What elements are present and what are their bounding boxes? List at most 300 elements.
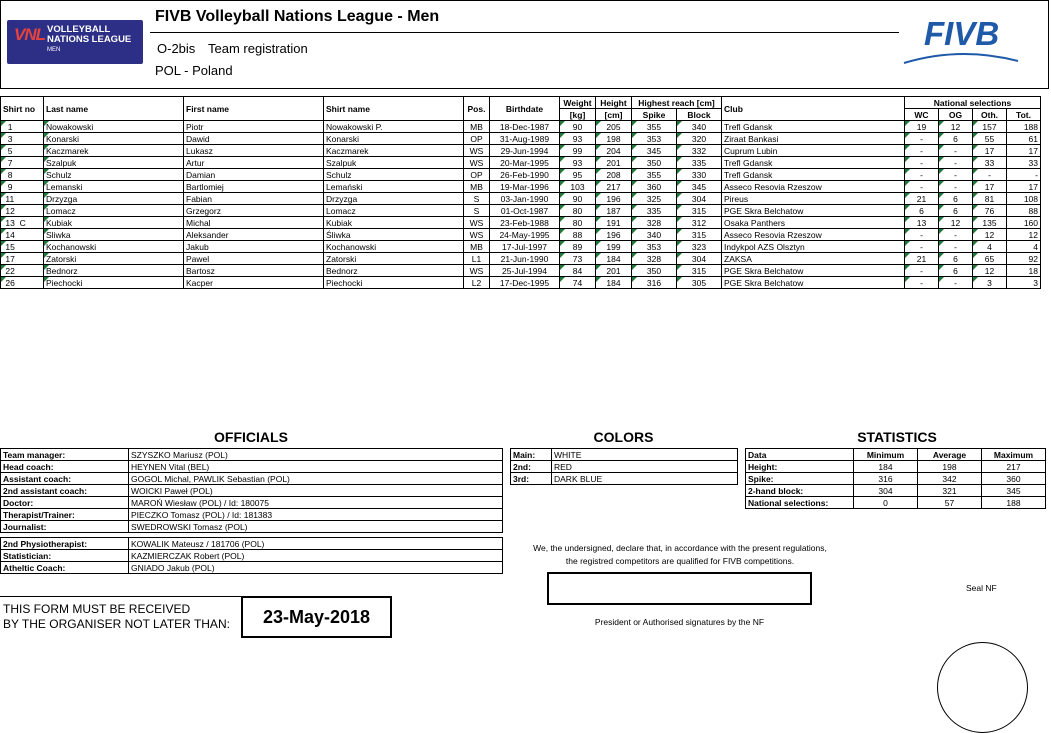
cell-weight: 73 [560, 253, 596, 265]
cell-block: 315 [677, 229, 722, 241]
cell-shirt-name: Konarski [324, 133, 464, 145]
cell-first-name: Jakub [184, 241, 324, 253]
stat-min: 304 [854, 485, 918, 497]
deadline-line-2: BY THE ORGANISER NOT LATER THAN: [3, 617, 230, 631]
shirt-no: 17 [5, 253, 15, 264]
cell-oth: 17 [973, 145, 1007, 157]
cell-birthdate: 29-Jun-1994 [490, 145, 560, 157]
header-height: Height [596, 97, 632, 109]
stat-avg: 57 [918, 497, 982, 509]
cell-club: PGE Skra Belchatow [722, 205, 905, 217]
cell-shirt-name: Kaczmarek [324, 145, 464, 157]
captain-mark: C [19, 217, 26, 228]
cell-tot: 88 [1007, 205, 1041, 217]
cell-shirt-no [1, 265, 44, 277]
cell-height: 201 [596, 265, 632, 277]
cell-og: 6 [939, 253, 973, 265]
cell-tot: 33 [1007, 157, 1041, 169]
cell-spike: 355 [632, 121, 677, 133]
cell-first-name: Dawid [184, 133, 324, 145]
cell-weight: 90 [560, 121, 596, 133]
color-value: RED [552, 461, 738, 473]
official-label: 2nd assistant coach: [1, 485, 129, 497]
cell-shirt-name: Bednorz [324, 265, 464, 277]
cell-block: 345 [677, 181, 722, 193]
shirt-no: 14 [5, 229, 15, 240]
official-label: Statistician: [1, 550, 129, 562]
cell-shirt-no [1, 193, 44, 205]
header-oth: Oth. [973, 109, 1007, 121]
cell-pos: L1 [464, 253, 490, 265]
cell-weight: 95 [560, 169, 596, 181]
cell-shirt-name: Lemański [324, 181, 464, 193]
cell-last-name: Drzyzga [44, 193, 184, 205]
cell-tot: 17 [1007, 181, 1041, 193]
cell-oth: 157 [973, 121, 1007, 133]
cell-height: 217 [596, 181, 632, 193]
cell-spike: 360 [632, 181, 677, 193]
cell-weight: 80 [560, 217, 596, 229]
table-row [1, 157, 1041, 169]
color-value: WHITE [552, 449, 738, 461]
official-label: Therapist/Trainer: [1, 509, 129, 521]
cell-height: 187 [596, 205, 632, 217]
official-row [1, 538, 503, 550]
official-label: Team manager: [1, 449, 129, 461]
official-value: SWEDROWSKI Tomasz (POL) [129, 521, 503, 533]
cell-club: PGE Skra Belchatow [722, 277, 905, 289]
cell-og: - [939, 157, 973, 169]
header-national: National selections [905, 97, 1041, 109]
shirt-no: 8 [7, 169, 13, 180]
cell-last-name: Nowakowski [44, 121, 184, 133]
cell-birthdate: 18-Dec-1987 [490, 121, 560, 133]
cell-block: 320 [677, 133, 722, 145]
stat-min: 0 [854, 497, 918, 509]
cell-first-name: Bartlomiej [184, 181, 324, 193]
table-row [1, 253, 1041, 265]
cell-oth: 65 [973, 253, 1007, 265]
cell-weight: 80 [560, 205, 596, 217]
cell-wc: 21 [905, 253, 939, 265]
cell-last-name: Lemanski [44, 181, 184, 193]
stat-avg: 342 [918, 473, 982, 485]
cell-club: Trefl Gdansk [722, 169, 905, 181]
cell-weight: 93 [560, 133, 596, 145]
cell-og: 12 [939, 217, 973, 229]
roster-table [0, 96, 1041, 289]
official-value: KAZMIERCZAK Robert (POL) [129, 550, 503, 562]
official-value: GNIADO Jakub (POL) [129, 562, 503, 574]
statistics-row [746, 485, 1046, 497]
statistics-title: STATISTICS [857, 429, 937, 445]
cell-club: Trefl Gdansk [722, 121, 905, 133]
table-row [1, 265, 1041, 277]
cell-last-name: Konarski [44, 133, 184, 145]
cell-spike: 325 [632, 193, 677, 205]
cell-first-name: Bartosz [184, 265, 324, 277]
signature-label: President or Authorised signatures by the NF [594, 617, 765, 627]
table-row [1, 121, 1041, 133]
cell-weight: 89 [560, 241, 596, 253]
cell-club: Pireus [722, 193, 905, 205]
header-shirt-name: Shirt name [324, 97, 464, 121]
stat-header-avg: Average [918, 449, 982, 461]
official-value: HEYNEN Vital (BEL) [129, 461, 503, 473]
cell-og: 12 [939, 121, 973, 133]
cell-first-name: Pawel [184, 253, 324, 265]
cell-og: - [939, 145, 973, 157]
cell-height: 191 [596, 217, 632, 229]
cell-last-name: Lomacz [44, 205, 184, 217]
cell-last-name: Sliwka [44, 229, 184, 241]
cell-oth: 55 [973, 133, 1007, 145]
cell-block: 323 [677, 241, 722, 253]
stat-label: Height: [746, 461, 854, 473]
cell-block: 330 [677, 169, 722, 181]
cell-shirt-name: Kochanowski [324, 241, 464, 253]
official-value: MAROŃ Wiesław (POL) / Id: 180075 [129, 497, 503, 509]
shirt-no: 5 [7, 145, 13, 156]
shirt-no: 9 [7, 181, 13, 192]
vnl-logo-text [47, 25, 143, 55]
cell-birthdate: 23-Feb-1988 [490, 217, 560, 229]
team-name: POL - Poland [155, 63, 233, 78]
cell-birthdate: 03-Jan-1990 [490, 193, 560, 205]
official-label: 2nd Physiotherapist: [1, 538, 129, 550]
cell-tot: 4 [1007, 241, 1041, 253]
cell-first-name: Damian [184, 169, 324, 181]
cell-block: 304 [677, 253, 722, 265]
cell-oth: 33 [973, 157, 1007, 169]
header-first-name: First name [184, 97, 324, 121]
cell-first-name: Grzegorz [184, 205, 324, 217]
stat-label: 2-hand block: [746, 485, 854, 497]
shirt-no: 7 [7, 157, 13, 168]
table-row [1, 277, 1041, 289]
shirt-no: 15 [5, 241, 15, 252]
stat-max: 360 [982, 473, 1046, 485]
table-row [1, 145, 1041, 157]
cell-club: Asseco Resovia Rzeszow [722, 181, 905, 193]
header-weight: Weight [560, 97, 596, 109]
cell-first-name: Aleksander [184, 229, 324, 241]
cell-shirt-no [1, 217, 44, 229]
official-row [1, 521, 503, 533]
cell-block: 305 [677, 277, 722, 289]
cell-height: 205 [596, 121, 632, 133]
officials-title: OFFICIALS [214, 429, 288, 445]
cell-tot: - [1007, 169, 1041, 181]
statistics-row [746, 461, 1046, 473]
cell-wc: - [905, 145, 939, 157]
cell-og: - [939, 277, 973, 289]
official-row [1, 449, 503, 461]
cell-pos: MB [464, 121, 490, 133]
cell-birthdate: 19-Mar-1996 [490, 181, 560, 193]
cell-pos: WS [464, 217, 490, 229]
cell-block: 332 [677, 145, 722, 157]
cell-birthdate: 25-Jul-1994 [490, 265, 560, 277]
header-reach: Highest reach [cm] [632, 97, 722, 109]
cell-height: 196 [596, 193, 632, 205]
stat-min: 316 [854, 473, 918, 485]
cell-birthdate: 01-Oct-1987 [490, 205, 560, 217]
form-name: Team registration [208, 41, 308, 56]
official-label: Atheltic Coach: [1, 562, 129, 574]
shirt-no: 26 [5, 277, 15, 288]
stat-max: 345 [982, 485, 1046, 497]
cell-first-name: Michal [184, 217, 324, 229]
cell-club: PGE Skra Belchatow [722, 265, 905, 277]
cell-pos: MB [464, 241, 490, 253]
cell-oth: 81 [973, 193, 1007, 205]
cell-shirt-name: Kubiak [324, 217, 464, 229]
statistics-row [746, 497, 1046, 509]
shirt-no: 12 [5, 205, 15, 216]
cell-last-name: Zatorski [44, 253, 184, 265]
signature-field[interactable] [547, 572, 812, 605]
cell-height: 208 [596, 169, 632, 181]
cell-birthdate: 24-May-1995 [490, 229, 560, 241]
cell-club: Asseco Resovia Rzeszow [722, 229, 905, 241]
cell-og: 6 [939, 265, 973, 277]
header-birthdate: Birthdate [490, 97, 560, 121]
cell-height: 196 [596, 229, 632, 241]
stat-max: 217 [982, 461, 1046, 473]
header-spike: Spike [632, 109, 677, 121]
cell-spike: 350 [632, 265, 677, 277]
cell-birthdate: 26-Feb-1990 [490, 169, 560, 181]
header-shirt-no: Shirt no [1, 97, 44, 121]
cell-spike: 350 [632, 157, 677, 169]
cell-wc: - [905, 157, 939, 169]
stat-header-data: Data [746, 449, 854, 461]
cell-height: 184 [596, 277, 632, 289]
color-label: 3rd: [511, 473, 552, 485]
table-row [1, 217, 1041, 229]
seal-area[interactable] [937, 642, 1028, 733]
cell-shirt-no [1, 121, 44, 133]
fivb-logo-text: FIVB [924, 15, 1000, 52]
table-row [1, 181, 1041, 193]
statistics-header-row [746, 449, 1046, 461]
cell-wc: - [905, 133, 939, 145]
cell-pos: S [464, 193, 490, 205]
declaration-line-1: We, the undersigned, declare that, in accordance with the present regulations, [533, 543, 827, 553]
cell-spike: 353 [632, 133, 677, 145]
cell-pos: L2 [464, 277, 490, 289]
cell-tot: 3 [1007, 277, 1041, 289]
color-label: 2nd: [511, 461, 552, 473]
stat-min: 184 [854, 461, 918, 473]
cell-shirt-no [1, 157, 44, 169]
cell-oth: 135 [973, 217, 1007, 229]
cell-oth: 4 [973, 241, 1007, 253]
fivb-logo [900, 14, 1020, 66]
cell-club: Trefl Gdansk [722, 157, 905, 169]
cell-og: 6 [939, 133, 973, 145]
cell-wc: - [905, 265, 939, 277]
cell-pos: S [464, 205, 490, 217]
cell-pos: OP [464, 169, 490, 181]
vnl-logo-line3: MEN [47, 47, 61, 53]
cell-shirt-no [1, 229, 44, 241]
cell-birthdate: 17-Dec-1995 [490, 277, 560, 289]
header-last-name: Last name [44, 97, 184, 121]
cell-shirt-no [1, 181, 44, 193]
stat-max: 188 [982, 497, 1046, 509]
cell-block: 312 [677, 217, 722, 229]
table-row [1, 241, 1041, 253]
cell-club: Indykpol AZS Olsztyn [722, 241, 905, 253]
cell-club: Cuprum Lubin [722, 145, 905, 157]
cell-oth: 12 [973, 265, 1007, 277]
cell-last-name: Bednorz [44, 265, 184, 277]
statistics-table [745, 448, 1046, 509]
cell-og: 6 [939, 193, 973, 205]
cell-spike: 353 [632, 241, 677, 253]
official-row [1, 473, 503, 485]
header-weight-unit: [kg] [560, 109, 596, 121]
statistics-row [746, 473, 1046, 485]
table-row [1, 133, 1041, 145]
cell-shirt-name: Śliwka [324, 229, 464, 241]
officials-extra-table [0, 537, 503, 574]
header-wc: WC [905, 109, 939, 121]
cell-shirt-name: Nowakowski P. [324, 121, 464, 133]
colors-title: COLORS [593, 429, 654, 445]
color-row [511, 461, 738, 473]
deadline-line-1: THIS FORM MUST BE RECEIVED [3, 602, 191, 616]
cell-last-name: Piechocki [44, 277, 184, 289]
roster-header-row-1 [1, 97, 1041, 109]
cell-tot: 160 [1007, 217, 1041, 229]
cell-spike: 316 [632, 277, 677, 289]
cell-weight: 99 [560, 145, 596, 157]
cell-tot: 188 [1007, 121, 1041, 133]
cell-tot: 92 [1007, 253, 1041, 265]
cell-wc: - [905, 169, 939, 181]
cell-block: 315 [677, 205, 722, 217]
cell-shirt-no [1, 145, 44, 157]
cell-spike: 345 [632, 145, 677, 157]
official-value: KOWALIK Mateusz / 181706 (POL) [129, 538, 503, 550]
cell-wc: - [905, 181, 939, 193]
cell-wc: 19 [905, 121, 939, 133]
shirt-no: 13 [5, 217, 15, 228]
official-value: GOGOL Michal, PAWLIK Sebastian (POL) [129, 473, 503, 485]
cell-tot: 18 [1007, 265, 1041, 277]
official-row [1, 550, 503, 562]
cell-height: 204 [596, 145, 632, 157]
official-label: Assistant coach: [1, 473, 129, 485]
cell-oth: 12 [973, 229, 1007, 241]
cell-block: 340 [677, 121, 722, 133]
cell-wc: 6 [905, 205, 939, 217]
shirt-no: 3 [7, 133, 13, 144]
cell-club: ZAKSA [722, 253, 905, 265]
color-row [511, 449, 738, 461]
seal-label: Seal NF [966, 583, 997, 593]
cell-shirt-name: Schulz [324, 169, 464, 181]
cell-weight: 93 [560, 157, 596, 169]
cell-oth: 17 [973, 181, 1007, 193]
cell-shirt-name: Lomacz [324, 205, 464, 217]
cell-height: 184 [596, 253, 632, 265]
cell-weight: 84 [560, 265, 596, 277]
table-row [1, 169, 1041, 181]
cell-og: - [939, 181, 973, 193]
cell-oth: 76 [973, 205, 1007, 217]
cell-shirt-no [1, 241, 44, 253]
official-value: PIECZKO Tomasz (POL) / Id: 181383 [129, 509, 503, 521]
cell-last-name: Kochanowski [44, 241, 184, 253]
table-row [1, 205, 1041, 217]
deadline-notice [3, 602, 230, 632]
cell-weight: 90 [560, 193, 596, 205]
cell-block: 335 [677, 157, 722, 169]
cell-shirt-no [1, 169, 44, 181]
cell-spike: 328 [632, 253, 677, 265]
stat-label: Spike: [746, 473, 854, 485]
cell-birthdate: 21-Jun-1990 [490, 253, 560, 265]
cell-first-name: Lukasz [184, 145, 324, 157]
official-label: Head coach: [1, 461, 129, 473]
table-row [1, 229, 1041, 241]
official-label: Doctor: [1, 497, 129, 509]
cell-shirt-name: Drzyzga [324, 193, 464, 205]
stat-label: National selections: [746, 497, 854, 509]
shirt-no: 11 [5, 193, 15, 204]
vnl-logo-mark: VNL [14, 25, 45, 44]
official-row [1, 509, 503, 521]
cell-spike: 328 [632, 217, 677, 229]
header-tot: Tot. [1007, 109, 1041, 121]
cell-birthdate: 20-Mar-1995 [490, 157, 560, 169]
cell-pos: WS [464, 145, 490, 157]
stat-header-max: Maximum [982, 449, 1046, 461]
cell-og: - [939, 229, 973, 241]
stat-avg: 321 [918, 485, 982, 497]
cell-spike: 335 [632, 205, 677, 217]
page-title: FIVB Volleyball Nations League - Men [155, 8, 440, 25]
cell-height: 201 [596, 157, 632, 169]
cell-og: - [939, 241, 973, 253]
cell-spike: 355 [632, 169, 677, 181]
cell-pos: WS [464, 265, 490, 277]
cell-wc: - [905, 241, 939, 253]
fivb-logo-swoosh [904, 54, 1018, 63]
cell-last-name: Schulz [44, 169, 184, 181]
colors-table [510, 448, 738, 485]
header-og: OG [939, 109, 973, 121]
cell-tot: 61 [1007, 133, 1041, 145]
color-row [511, 473, 738, 485]
cell-last-name: Szalpuk [44, 157, 184, 169]
title-divider [150, 32, 899, 33]
cell-tot: 108 [1007, 193, 1041, 205]
cell-shirt-no [1, 253, 44, 265]
cell-shirt-name: Szalpuk [324, 157, 464, 169]
color-label: Main: [511, 449, 552, 461]
stat-avg: 198 [918, 461, 982, 473]
cell-pos: OP [464, 133, 490, 145]
cell-weight: 88 [560, 229, 596, 241]
header-block: Block [677, 109, 722, 121]
cell-last-name: Kubiak [44, 217, 184, 229]
declaration-line-2: the registred competitors are qualified for FIVB competitions. [565, 556, 795, 566]
